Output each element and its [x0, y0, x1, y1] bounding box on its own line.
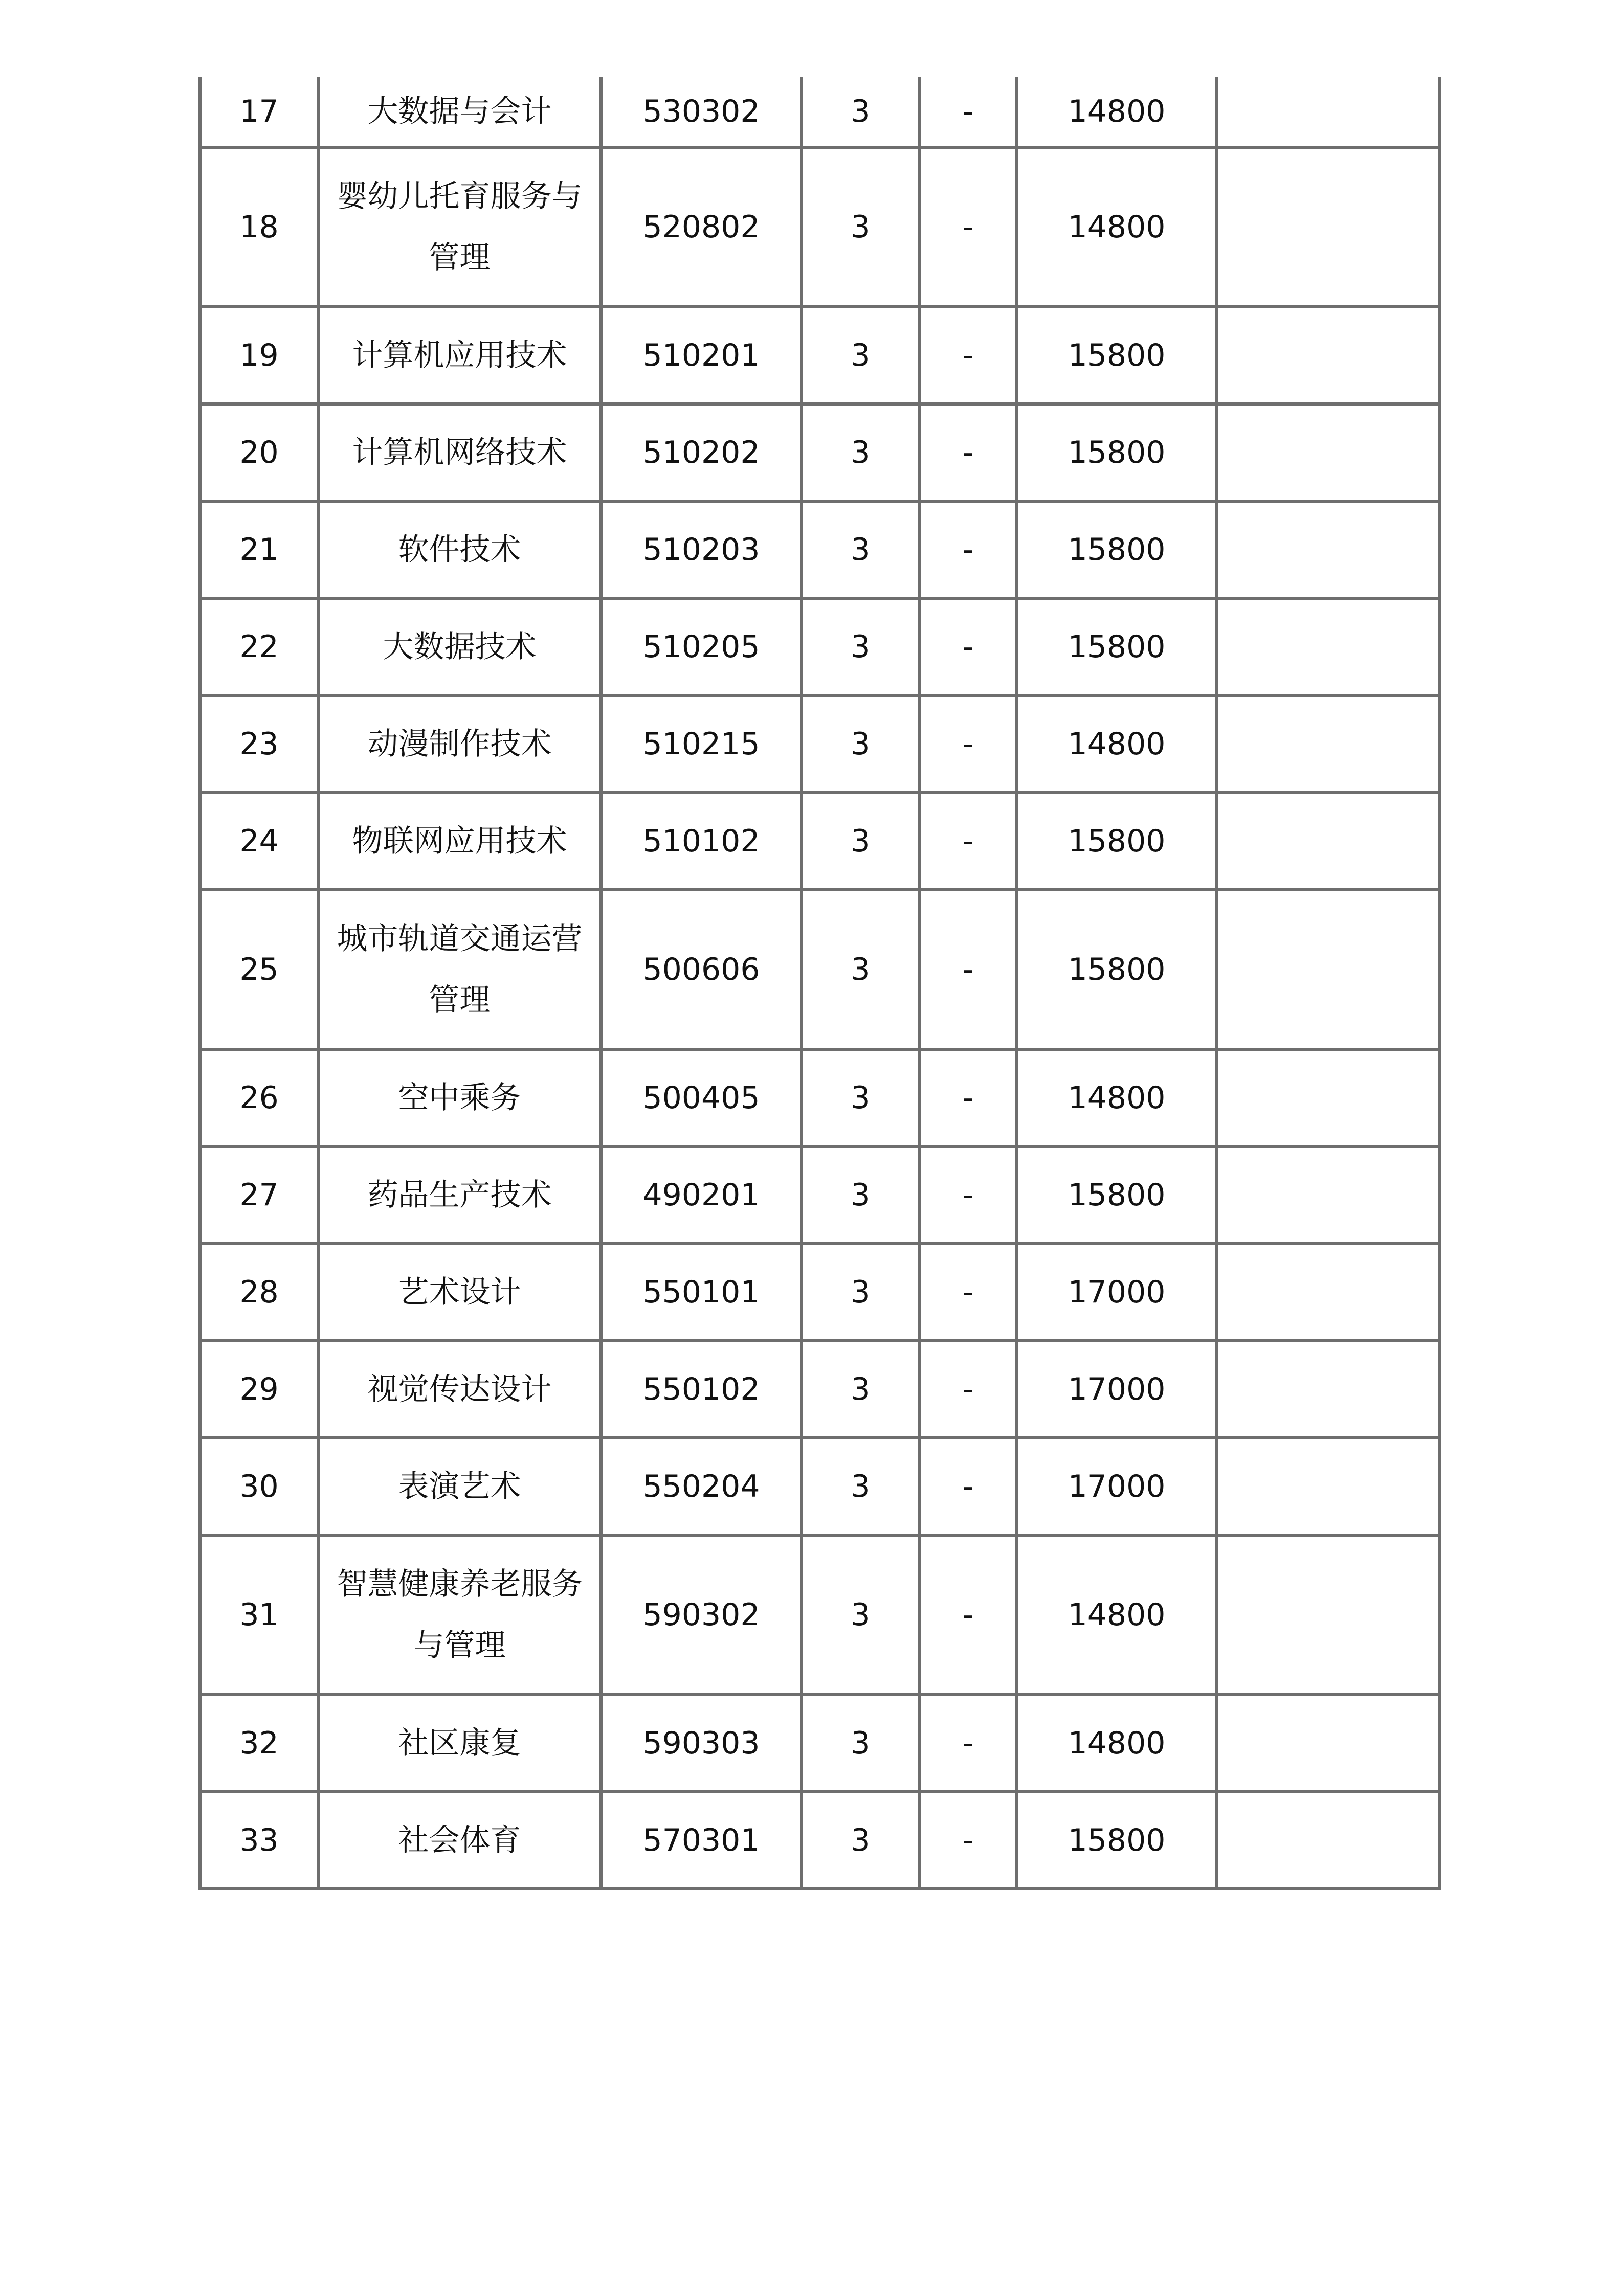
tuition-fee-cell: 14800: [1016, 1535, 1217, 1695]
duration-years-cell: 3: [802, 1146, 920, 1244]
program-name-cell: 药品生产技术: [318, 1146, 601, 1244]
program-code-cell: 550101: [601, 1244, 802, 1341]
tuition-fee-cell: 17000: [1016, 1341, 1217, 1438]
empty-value-cell: -: [920, 77, 1016, 147]
program-name-cell: 艺术设计: [318, 1244, 601, 1341]
remarks-cell: [1217, 501, 1439, 598]
table-row: [200, 307, 1439, 404]
duration-years-cell: 3: [802, 890, 920, 1049]
row-number-cell: 31: [200, 1535, 318, 1695]
remarks-cell: [1217, 404, 1439, 501]
empty-value-cell: -: [920, 1695, 1016, 1792]
remarks-cell: [1217, 598, 1439, 695]
row-number-cell: 24: [200, 793, 318, 890]
tuition-fee-cell: 15800: [1016, 890, 1217, 1049]
empty-value-cell: -: [920, 307, 1016, 404]
tuition-fee-cell: 14800: [1016, 77, 1217, 147]
program-name-cell: 大数据与会计: [318, 77, 601, 147]
row-number-cell: 22: [200, 598, 318, 695]
tuition-fee-cell: 14800: [1016, 147, 1217, 307]
tuition-fee-cell: 14800: [1016, 1695, 1217, 1792]
duration-years-cell: 3: [802, 695, 920, 793]
duration-years-cell: 3: [802, 1792, 920, 1889]
remarks-cell: [1217, 1535, 1439, 1695]
tuition-fee-cell: 15800: [1016, 1146, 1217, 1244]
empty-value-cell: -: [920, 695, 1016, 793]
empty-value-cell: -: [920, 404, 1016, 501]
program-name-cell: 社区康复: [318, 1695, 601, 1792]
remarks-cell: [1217, 1244, 1439, 1341]
duration-years-cell: 3: [802, 598, 920, 695]
empty-value-cell: -: [920, 1341, 1016, 1438]
remarks-cell: [1217, 77, 1439, 147]
tuition-fee-cell: 15800: [1016, 598, 1217, 695]
program-code-cell: 520802: [601, 147, 802, 307]
tuition-fee-cell: 15800: [1016, 307, 1217, 404]
row-number-cell: 32: [200, 1695, 318, 1792]
duration-years-cell: 3: [802, 1535, 920, 1695]
empty-value-cell: -: [920, 501, 1016, 598]
program-name-cell: 城市轨道交通运营管理: [318, 890, 601, 1049]
row-number-cell: 26: [200, 1049, 318, 1146]
table-row: [200, 1438, 1439, 1535]
duration-years-cell: 3: [802, 1695, 920, 1792]
row-number-cell: 27: [200, 1146, 318, 1244]
table-row: [200, 598, 1439, 695]
program-code-cell: 510202: [601, 404, 802, 501]
table-row: [200, 793, 1439, 890]
row-number-cell: 25: [200, 890, 318, 1049]
program-code-cell: 570301: [601, 1792, 802, 1889]
row-number-cell: 18: [200, 147, 318, 307]
tuition-fee-cell: 14800: [1016, 695, 1217, 793]
table-row: [200, 1792, 1439, 1889]
program-code-cell: 510203: [601, 501, 802, 598]
program-code-cell: 590302: [601, 1535, 802, 1695]
program-name-cell: 空中乘务: [318, 1049, 601, 1146]
program-code-cell: 510102: [601, 793, 802, 890]
remarks-cell: [1217, 1792, 1439, 1889]
program-fee-table: [198, 77, 1441, 1890]
remarks-cell: [1217, 307, 1439, 404]
remarks-cell: [1217, 890, 1439, 1049]
program-code-cell: 510201: [601, 307, 802, 404]
empty-value-cell: -: [920, 1049, 1016, 1146]
empty-value-cell: -: [920, 1146, 1016, 1244]
empty-value-cell: -: [920, 1792, 1016, 1889]
program-code-cell: 510205: [601, 598, 802, 695]
table-row: [200, 890, 1439, 1049]
tuition-fee-cell: 17000: [1016, 1244, 1217, 1341]
program-name-cell: 软件技术: [318, 501, 601, 598]
program-name-cell: 计算机应用技术: [318, 307, 601, 404]
row-number-cell: 21: [200, 501, 318, 598]
row-number-cell: 20: [200, 404, 318, 501]
tuition-fee-cell: 15800: [1016, 404, 1217, 501]
empty-value-cell: -: [920, 147, 1016, 307]
tuition-fee-cell: 15800: [1016, 501, 1217, 598]
duration-years-cell: 3: [802, 77, 920, 147]
row-number-cell: 28: [200, 1244, 318, 1341]
duration-years-cell: 3: [802, 307, 920, 404]
table-row: [200, 1695, 1439, 1792]
tuition-fee-cell: 14800: [1016, 1049, 1217, 1146]
program-code-cell: 550204: [601, 1438, 802, 1535]
duration-years-cell: 3: [802, 404, 920, 501]
table-row: [200, 1341, 1439, 1438]
row-number-cell: 17: [200, 77, 318, 147]
remarks-cell: [1217, 1438, 1439, 1535]
program-name-cell: 婴幼儿托育服务与管理: [318, 147, 601, 307]
row-number-cell: 29: [200, 1341, 318, 1438]
remarks-cell: [1217, 793, 1439, 890]
empty-value-cell: -: [920, 598, 1016, 695]
program-code-cell: 550102: [601, 1341, 802, 1438]
table-row: [200, 77, 1439, 147]
program-name-cell: 大数据技术: [318, 598, 601, 695]
table-row: [200, 695, 1439, 793]
program-name-cell: 表演艺术: [318, 1438, 601, 1535]
program-name-cell: 智慧健康养老服务与管理: [318, 1535, 601, 1695]
table-body: [200, 77, 1439, 1889]
remarks-cell: [1217, 1049, 1439, 1146]
empty-value-cell: -: [920, 793, 1016, 890]
remarks-cell: [1217, 1695, 1439, 1792]
duration-years-cell: 3: [802, 147, 920, 307]
table-row: [200, 501, 1439, 598]
duration-years-cell: 3: [802, 1244, 920, 1341]
tuition-fee-cell: 17000: [1016, 1438, 1217, 1535]
table-row: [200, 1049, 1439, 1146]
program-name-cell: 计算机网络技术: [318, 404, 601, 501]
empty-value-cell: -: [920, 1535, 1016, 1695]
remarks-cell: [1217, 147, 1439, 307]
empty-value-cell: -: [920, 1244, 1016, 1341]
remarks-cell: [1217, 1146, 1439, 1244]
program-name-cell: 视觉传达设计: [318, 1341, 601, 1438]
program-code-cell: 510215: [601, 695, 802, 793]
table-row: [200, 1146, 1439, 1244]
duration-years-cell: 3: [802, 1438, 920, 1535]
remarks-cell: [1217, 1341, 1439, 1438]
table-row: [200, 1244, 1439, 1341]
empty-value-cell: -: [920, 1438, 1016, 1535]
row-number-cell: 19: [200, 307, 318, 404]
program-code-cell: 500405: [601, 1049, 802, 1146]
program-code-cell: 590303: [601, 1695, 802, 1792]
program-name-cell: 物联网应用技术: [318, 793, 601, 890]
program-code-cell: 490201: [601, 1146, 802, 1244]
tuition-fee-cell: 15800: [1016, 793, 1217, 890]
program-code-cell: 530302: [601, 77, 802, 147]
row-number-cell: 30: [200, 1438, 318, 1535]
table-row: [200, 147, 1439, 307]
duration-years-cell: 3: [802, 501, 920, 598]
empty-value-cell: -: [920, 890, 1016, 1049]
program-code-cell: 500606: [601, 890, 802, 1049]
table-row: [200, 1535, 1439, 1695]
duration-years-cell: 3: [802, 1049, 920, 1146]
duration-years-cell: 3: [802, 1341, 920, 1438]
program-name-cell: 动漫制作技术: [318, 695, 601, 793]
remarks-cell: [1217, 695, 1439, 793]
duration-years-cell: 3: [802, 793, 920, 890]
tuition-fee-cell: 15800: [1016, 1792, 1217, 1889]
program-name-cell: 社会体育: [318, 1792, 601, 1889]
table-row: [200, 404, 1439, 501]
row-number-cell: 33: [200, 1792, 318, 1889]
row-number-cell: 23: [200, 695, 318, 793]
